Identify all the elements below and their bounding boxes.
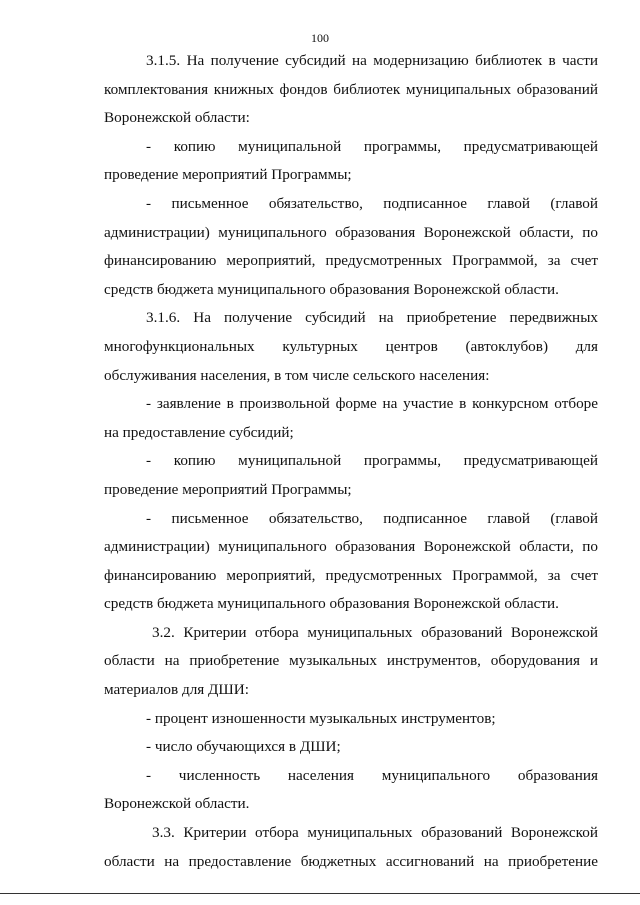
text-line: 3.1.6. На получение субсидий на приобретение передвижных (146, 309, 598, 327)
text-line: средств бюджета муниципального образования Воронежской области. (104, 280, 559, 298)
text-line: 3.1.5. На получение субсидий на модернизацию библиотек в части (146, 52, 598, 69)
text-line: администрации) муниципального образования Воронежской области, по (104, 538, 598, 556)
text-line: - письменное обязательство, подписанное главой (главой (146, 509, 598, 527)
text-line: администрации) муниципального образования Воронежской области, по (104, 223, 598, 241)
text-line: 3.3. Критерии отбора муниципальных образований Воронежской (152, 824, 598, 842)
text-line: Воронежской области: (104, 109, 250, 127)
page-number: 100 (311, 31, 329, 45)
text-line: Воронежской области. (104, 795, 250, 813)
text-line: материалов для ДШИ: (104, 681, 249, 699)
text-line: - заявление в произвольной форме на участие в конкурсном отборе (146, 395, 598, 413)
document-body (104, 47, 598, 876)
text-line: области на приобретение музыкальных инструментов, оборудования и (104, 652, 598, 670)
text-line: проведение мероприятий Программы; (104, 166, 352, 184)
text-line: проведение мероприятий Программы; (104, 480, 352, 498)
text-line: обслуживания населения, в том числе сельского населения: (104, 366, 490, 384)
text-line: финансированию мероприятий, предусмотренных Программой, за счет (104, 566, 598, 584)
bottom-divider (0, 893, 640, 894)
text-line: - процент изношенности музыкальных инструментов; (146, 709, 496, 727)
text-line: - число обучающихся в ДШИ; (146, 738, 341, 756)
text-line: области на предоставление бюджетных ассигнований на приобретение (104, 852, 598, 870)
text-line: - письменное обязательство, подписанное главой (главой (146, 194, 598, 212)
text-line: 3.2. Критерии отбора муниципальных образований Воронежской (152, 623, 598, 641)
text-line: комплектования книжных фондов библиотек муниципальных образований (104, 80, 598, 98)
text-line: финансированию мероприятий, предусмотренных Программой, за счет (104, 252, 598, 270)
text-line: - численность населения муниципального образования (146, 766, 598, 784)
text-line: на предоставление субсидий; (104, 423, 294, 441)
text-line: - копию муниципальной программы, предусматривающей (146, 452, 598, 470)
text-line: средств бюджета муниципального образования Воронежской области. (104, 595, 559, 613)
text-line: - копию муниципальной программы, предусматривающей (146, 137, 598, 155)
text-line: многофункциональных культурных центров (автоклубов) для (104, 337, 598, 355)
